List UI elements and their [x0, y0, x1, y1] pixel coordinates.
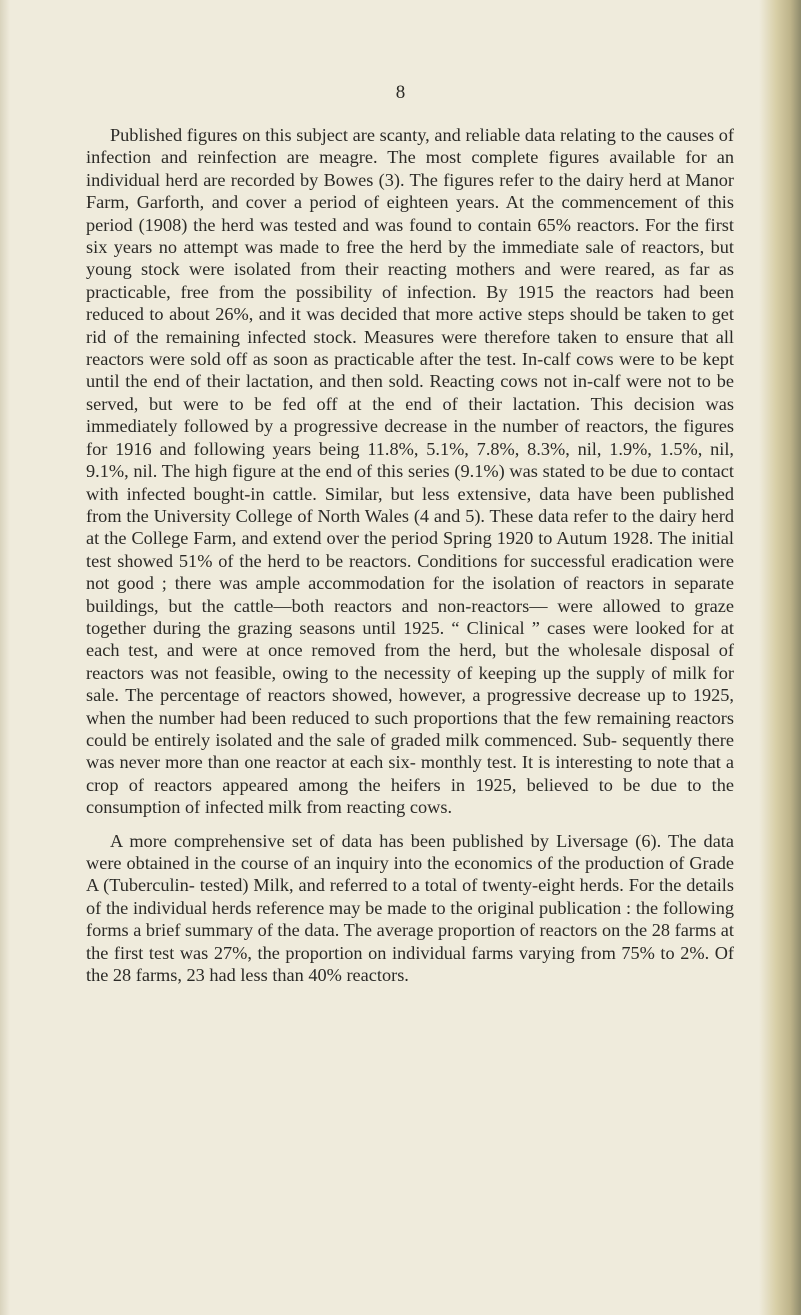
- page-number: 8: [395, 82, 406, 103]
- paragraph-1: Published figures on this subject are scanty, and reliable data relating to the causes of infection and reinfection are meagre. The most complete figures available for an individual herd are recorded by Bowes (3). The figures refer to the dairy herd at Manor Farm, Garforth, and cover a period of eighteen years. At the commencement of this period (1908) the herd was tested and was found to contain 65% reactors. For the first six years no attempt was made to free the herd by the immediate sale of reactors, but young stock were isolated from their reacting mothers and were reared, as far as practicable, free from the possibility of infection. By 1915 the reactors had been reduced to about 26%, and it was decided that more active steps should be taken to get rid of the remaining infected stock. Measures were therefore taken to ensure that all reactors were sold off as soon as practicable after the test. In-calf cows were to be kept until the end of their lactation, and then sold. Reacting cows not in-calf were not to be served, but were to be fed off at the end of their lactation. This decision was immediately followed by a progressive decrease in the number of reactors, the figures for 1916 and following years being 11.8%, 5.1%, 7.8%, 8.3%, nil, 1.9%, 1.5%, nil, 9.1%, nil. The high figure at the end of this series (9.1%) was stated to be due to contact with infected bought-in cattle. Similar, but less extensive, data have been published from the University College of North Wales (4 and 5). These data refer to the dairy herd at the College Farm, and extend over the period Spring 1920 to Autum 1928. The initial test showed 51% of the herd to be reactors. Conditions for successful eradication were not good ; there was ample accommodation for the isolation of reactors in separate buildings, but the cattle—both reactors and non-reactors— were allowed to graze together during the grazing seasons until 1925. “ Clinical ” cases were looked for at each test, and were at once removed from the herd, but the wholesale disposal of reactors was not feasible, owing to the necessity of keeping up the supply of milk for sale. The percentage of reactors showed, however, a progressive decrease up to 1925, when the number had been reduced to such proportions that the few remaining reactors could be entirely isolated and the sale of graded milk commenced. Sub- sequently there was never more than one reactor at each six- monthly test. It is interesting to note that a crop of reactors appeared among the heifers in 1925, believed to be due to the consumption of infected milk from reacting cows.: [86, 125, 734, 818]
- body-text: [86, 124, 734, 986]
- page-edge-left: [0, 0, 10, 1315]
- page-edge-right: [759, 0, 801, 1315]
- paragraph-2: A more comprehensive set of data has been published by Liversage (6). The data were obtained in the course of an inquiry into the economics of the production of Grade A (Tuberculin- tested) Milk, and referred to a total of twenty-eight herds. For the details of the individual herds reference may be made to the original publication : the following forms a brief summary of the data. The average proportion of reactors on the 28 farms at the first test was 27%, the proportion on individual farms varying from 75% to 2%. Of the 28 farms, 23 had less than 40% reactors.: [86, 830, 734, 986]
